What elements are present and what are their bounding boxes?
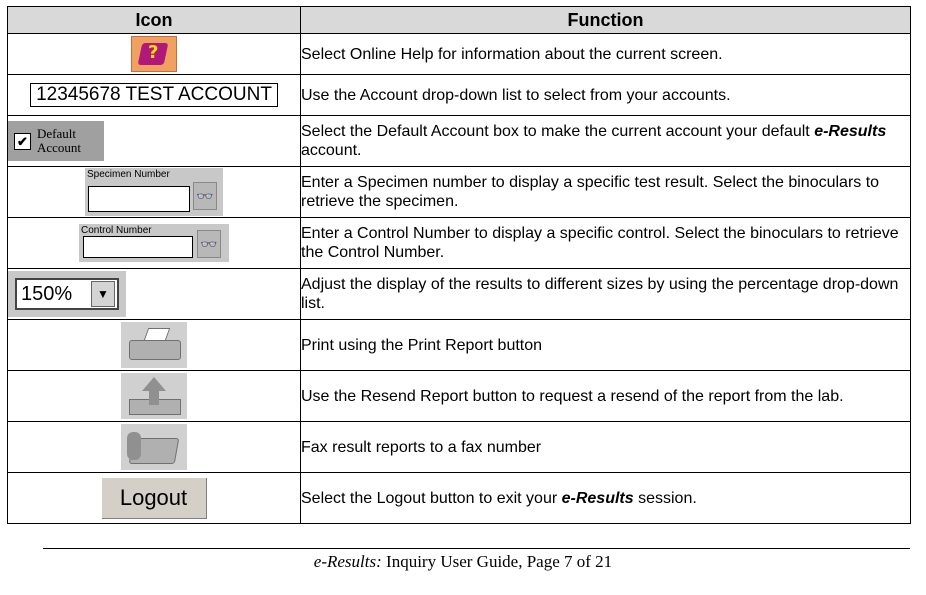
function-text: Enter a Specimen number to display a specific test result. Select the binoculars to retrieve the specimen.: [301, 167, 911, 218]
function-text: Print using the Print Report button: [301, 320, 911, 371]
control-input-sample: [83, 236, 193, 258]
default-account-checkbox-sample: [8, 121, 104, 161]
printer-icon: [121, 322, 187, 368]
header-function: Function: [301, 7, 911, 34]
page-footer: [0, 552, 926, 572]
function-text: Fax result reports to a fax number: [301, 422, 911, 473]
footer-rule: [43, 548, 910, 549]
function-text: Use the Resend Report button to request a resend of the report from the lab.: [301, 371, 911, 422]
fax-icon: [121, 424, 187, 470]
function-text: Select the Logout button to exit your e-Results session.: [301, 473, 911, 524]
icon-function-table: [7, 6, 911, 524]
default-label: Default: [37, 126, 76, 141]
header-icon: Icon: [8, 7, 301, 34]
dropdown-arrow-icon: ▼: [91, 281, 115, 307]
binoculars-icon: 👓: [193, 182, 217, 210]
function-text: Use the Account drop-down list to select from your accounts.: [301, 75, 911, 116]
specimen-number-sample: [85, 168, 223, 216]
account-label: Account: [37, 140, 82, 155]
footer-brand: e-Results:: [313, 552, 382, 571]
zoom-dropdown-sample: [8, 271, 126, 317]
footer-text: Inquiry User Guide, Page 7 of 21: [381, 552, 613, 571]
zoom-value: 150%: [21, 282, 73, 305]
specimen-number-label: Specimen Number: [87, 169, 170, 180]
function-text: Enter a Control Number to display a specific control. Select the binoculars to retrieve the Control Number.: [301, 218, 911, 269]
function-text: Select Online Help for information about the current screen.: [301, 34, 911, 75]
help-book-icon: ?: [131, 36, 177, 72]
resend-icon: [121, 373, 187, 419]
logout-button-sample: Logout: [102, 478, 207, 519]
control-number-label: Control Number: [81, 225, 152, 236]
account-dropdown-sample: 12345678 TEST ACCOUNT: [30, 83, 278, 107]
control-number-sample: [79, 224, 229, 262]
function-text: Select the Default Account box to make the current account your default e-Results account.: [301, 116, 911, 167]
binoculars-icon: 👓: [197, 230, 221, 258]
specimen-input-sample: [88, 186, 190, 212]
checkbox-checked-icon: ✔: [14, 133, 31, 150]
function-text: Adjust the display of the results to different sizes by using the percentage drop-down list.: [301, 269, 911, 320]
